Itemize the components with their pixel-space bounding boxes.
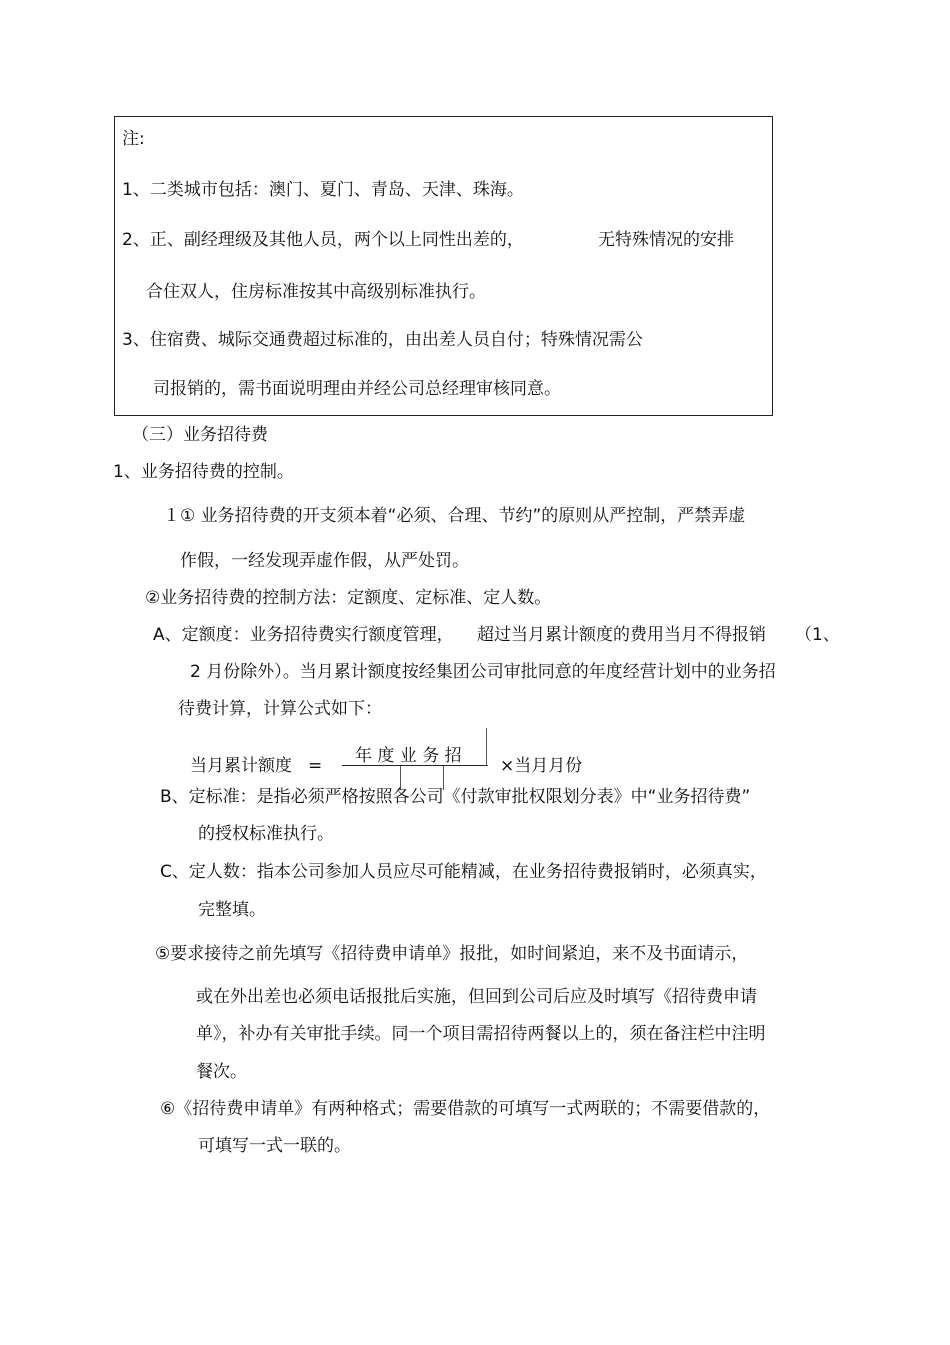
formula-divider [486, 728, 487, 766]
para-2: ②业务招待费的控制方法：定额度、定标准、定人数。 [145, 588, 552, 608]
formula-numerator: 年 度 业 务 招 [355, 746, 462, 766]
item-c-line-1: C、定人数：指本公司参加人员应尽可能精减，在业务招待费报销时，必须真实， [160, 862, 767, 882]
item-a-line-1: A、定额度：业务招待费实行额度管理， [153, 625, 454, 645]
note-title: 注: [122, 129, 145, 149]
item-c-line-2: 完整填。 [198, 900, 266, 920]
section-heading: （三）业务招待费 [132, 425, 268, 445]
item-b-line-2: 的授权标准执行。 [198, 824, 334, 844]
para-5-line-2: 或在外出差也必须电话报批后实施，但回到公司后应及时填写《招待费申请 [196, 987, 757, 1007]
formula-lhs: 当月累计额度 [190, 756, 292, 776]
para-6-line-2: 可填写一式一联的。 [198, 1136, 351, 1156]
para-5-line-3: 单》，补办有关审批手续。同一个项目需招待两餐以上的，须在备注栏中注明 [196, 1024, 766, 1044]
para-1-line-2: 作假，一经发现弄虚作假，从严处罚。 [180, 551, 469, 571]
subsection-1-title: 1、业务招待费的控制。 [113, 462, 294, 482]
item-a-line-3: 待费计算，计算公式如下： [178, 699, 382, 719]
item-a-line-2: 2 月份除外）。当月累计额度按经集团公司审批同意的年度经营计划中的业务招 [190, 662, 776, 682]
formula-equals: = [308, 756, 323, 776]
item-a-line-1-tail: （1、 [795, 625, 840, 645]
para-5-line-4: 餐次。 [196, 1062, 247, 1082]
note-item-1: 1、二类城市包括：澳门、夏门、青岛、天津、珠海。 [122, 180, 524, 200]
note-box [114, 116, 773, 416]
para-6-line-1: ⑥《招待费申请单》有两种格式；需要借款的可填写一式两联的；不需要借款的， [160, 1099, 771, 1119]
formula-fraction-bar [342, 765, 488, 766]
item-a-line-1-mid: 超过当月累计额度的费用当月不得报销 [477, 625, 766, 645]
note-item-2-line-1: 2、正、副经理级及其他人员，两个以上同性出差的， [122, 230, 524, 250]
formula-multiplier: ×当月月份 [500, 756, 583, 776]
note-item-2-line-1-tail: 无特殊情况的安排 [598, 230, 734, 250]
note-item-3-line-1: 3、住宿费、城际交通费超过标准的，由出差人员自付；特殊情况需公 [122, 330, 643, 350]
note-item-3-line-2: 司报销的，需书面说明理由并经公司总经理审核同意。 [153, 379, 561, 399]
item-b-line-1: B、定标准：是指必须严格按照各公司《付款审批权限划分表》中“业务招待费” [160, 787, 751, 807]
note-item-2-line-2: 合住双人，住房标准按其中高级别标准执行。 [146, 282, 486, 302]
para-5-line-1: ⑤要求接待之前先填写《招待费申请单》报批，如时间紧迫，来不及书面请示， [155, 944, 749, 964]
para-1-line-1: １① 业务招待费的开支须本着“必须、合理、节约”的原则从严控制，严禁弄虚 [163, 506, 746, 526]
